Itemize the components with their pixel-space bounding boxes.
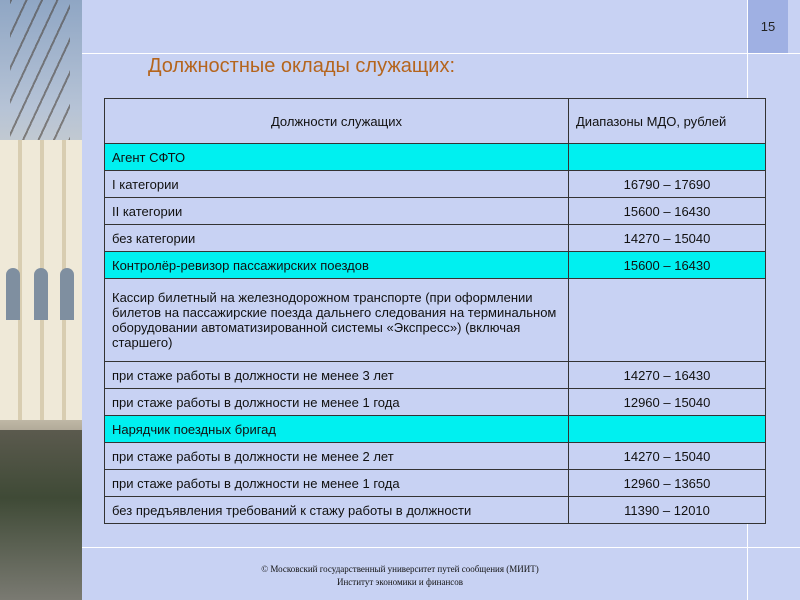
range-cell: 15600 – 16430: [569, 198, 766, 225]
range-cell: [569, 416, 766, 443]
position-cell: II категории: [105, 198, 569, 225]
table-row: [105, 198, 766, 225]
table-row: [105, 497, 766, 524]
position-cell: Агент СФТО: [105, 144, 569, 171]
range-cell: 14270 – 15040: [569, 443, 766, 470]
position-cell: при стаже работы в должности не менее 3 лет: [105, 362, 569, 389]
range-cell: 12960 – 13650: [569, 470, 766, 497]
divider-bottom: [82, 547, 800, 548]
range-cell: 16790 – 17690: [569, 171, 766, 198]
page-number: 15: [748, 0, 788, 53]
position-cell: I категории: [105, 171, 569, 198]
position-cell: без категории: [105, 225, 569, 252]
building-window: [6, 268, 20, 320]
range-cell: [569, 144, 766, 171]
table-header-row: [105, 99, 766, 144]
footer-institute: Институт экономики и финансов: [336, 577, 464, 587]
salary-table: [104, 98, 766, 524]
table-row: [105, 416, 766, 443]
building-photo: [0, 0, 82, 600]
slide-title: Должностные оклады служащих:: [148, 55, 456, 77]
table-row: [105, 279, 766, 362]
position-cell: при стаже работы в должности не менее 2 лет: [105, 443, 569, 470]
table-row: [105, 171, 766, 198]
footer-university: © Московский государственный университет путей сообщения (МИИТ): [261, 564, 539, 574]
table-body: [105, 144, 766, 524]
position-cell: без предъявления требований к стажу работы в должности: [105, 497, 569, 524]
position-cell: Нарядчик поездных бригад: [105, 416, 569, 443]
footer: [82, 563, 718, 589]
range-cell: 11390 – 12010: [569, 497, 766, 524]
position-cell: Кассир билетный на железнодорожном транспорте (при оформлении билетов на пассажирские поезда дальнего следования на терминальном оборудовании автоматизированной системы «Экспресс») (включая старшего): [105, 279, 569, 362]
position-cell: при стаже работы в должности не менее 1 года: [105, 389, 569, 416]
building-window: [34, 268, 48, 320]
table-row: [105, 144, 766, 171]
building-window: [60, 268, 74, 320]
range-cell: [569, 279, 766, 362]
table-row: [105, 362, 766, 389]
table-row: [105, 252, 766, 279]
table-row: [105, 470, 766, 497]
table-row: [105, 443, 766, 470]
header-range: Диапазоны МДО, рублей: [569, 99, 766, 144]
header-position: Должности служащих: [105, 99, 569, 144]
range-cell: 15600 – 16430: [569, 252, 766, 279]
table-row: [105, 225, 766, 252]
range-cell: 14270 – 15040: [569, 225, 766, 252]
position-cell: Контролёр-ревизор пассажирских поездов: [105, 252, 569, 279]
street-ground: [0, 430, 82, 600]
table-row: [105, 389, 766, 416]
position-cell: при стаже работы в должности не менее 1 года: [105, 470, 569, 497]
range-cell: 14270 – 16430: [569, 362, 766, 389]
divider-top: [82, 53, 800, 54]
range-cell: 12960 – 15040: [569, 389, 766, 416]
